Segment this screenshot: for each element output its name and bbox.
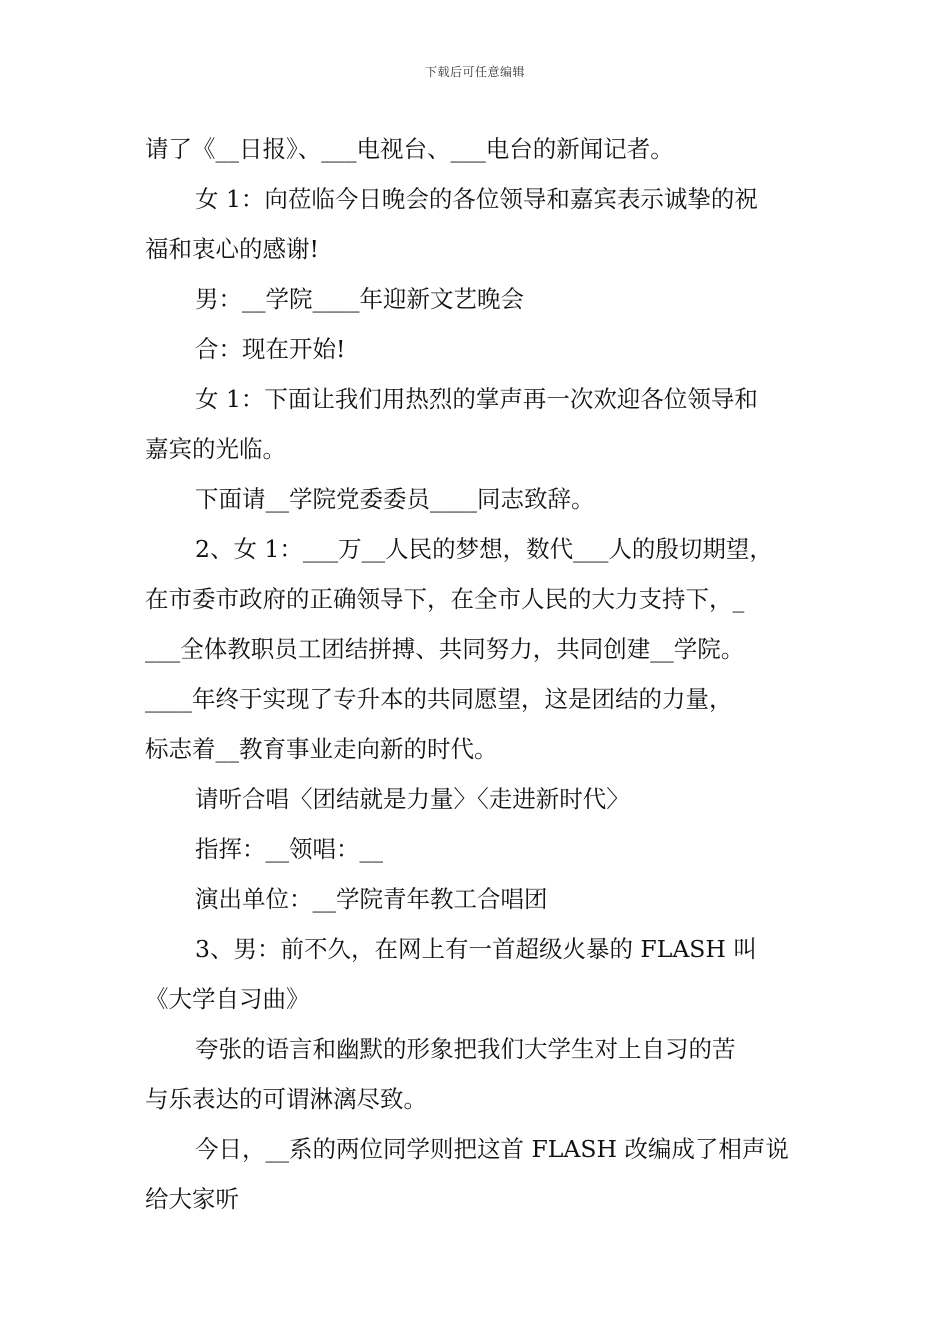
- paragraph-line: 标志着__教育事业走向新的时代。: [145, 735, 498, 763]
- paragraph-line: ____年终于实现了专升本的共同愿望，这是团结的力量，: [145, 685, 733, 713]
- document-body: [145, 124, 810, 1224]
- paragraph-line: 嘉宾的光临。: [145, 435, 286, 463]
- paragraph-line: 女 1：下面让我们用热烈的掌声再一次欢迎各位领导和: [195, 385, 758, 413]
- paragraph-line: 演出单位：__学院青年教工合唱团: [195, 885, 548, 913]
- paragraph-line: 合：现在开始!: [195, 335, 346, 363]
- paragraph-line: 女 1：向莅临今日晚会的各位领导和嘉宾表示诚挚的祝: [195, 185, 758, 213]
- paragraph-line: 夸张的语言和幽默的形象把我们大学生对上自习的苦: [195, 1035, 736, 1063]
- paragraph-line: 请听合唱〈团结就是力量〉〈走进新时代〉: [195, 785, 630, 813]
- paragraph-line: 2、女 1：___万__人民的梦想，数代___人的殷切期望，: [195, 535, 773, 563]
- paragraph-line: 与乐表达的可谓淋漓尽致。: [145, 1085, 427, 1113]
- paragraph-line: 3、男：前不久，在网上有一首超级火暴的 FLASH 叫: [195, 935, 757, 963]
- paragraph-line: 男：__学院____年迎新文艺晚会: [195, 285, 524, 313]
- paragraph-line: 《大学自习曲》: [145, 985, 310, 1013]
- paragraph-line: 在市委市政府的正确领导下，在全市人民的大力支持下，_: [145, 585, 745, 613]
- paragraph-line: 福和衷心的感谢!: [145, 235, 319, 263]
- paragraph-line: 今日，__系的两位同学则把这首 FLASH 改编成了相声说: [195, 1135, 789, 1163]
- paragraph-line: 给大家听: [145, 1185, 239, 1213]
- paragraph-line: 下面请__学院党委委员____同志致辞。: [195, 485, 595, 513]
- paragraph-line: 指挥：__领唱：__: [195, 835, 383, 863]
- paragraph-line: 请了《__日报》、___电视台、___电台的新闻记者。: [145, 135, 674, 163]
- page-header-note: 下载后可任意编辑: [424, 65, 525, 79]
- paragraph-line: ___全体教职员工团结拼搏、共同努力，共同创建__学院。: [145, 635, 745, 663]
